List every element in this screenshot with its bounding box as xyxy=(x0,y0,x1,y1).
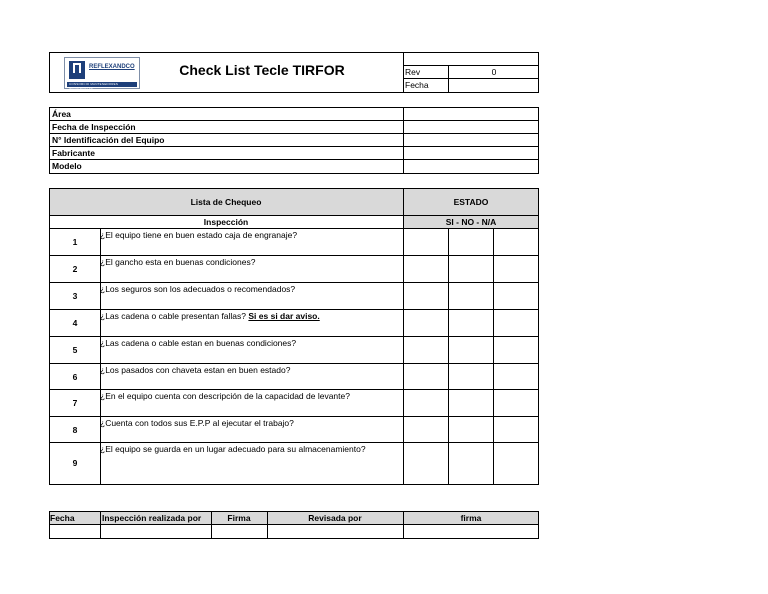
item-number: 1 xyxy=(72,237,78,247)
item-number: 2 xyxy=(72,264,78,274)
divider xyxy=(49,336,539,337)
item-number: 9 xyxy=(72,458,78,468)
inspeccion-label: Inspección xyxy=(203,217,249,227)
field-area-label: Área xyxy=(52,109,71,119)
divider xyxy=(49,524,539,525)
item-number: 5 xyxy=(72,345,78,355)
item-question xyxy=(100,311,402,321)
divider xyxy=(100,511,101,539)
estado-label: ESTADO xyxy=(453,197,489,207)
divider xyxy=(49,146,539,147)
field-id-equipo-label: N° Identificación del Equipo xyxy=(52,135,165,145)
item-question: ¿Cuenta con todos sus E.P.P al ejecutar el trabajo? xyxy=(100,418,294,428)
footer-revisada: Revisada por xyxy=(308,513,362,523)
item-question-emphasis: Si es si dar aviso. xyxy=(248,311,320,321)
rev-label: Rev xyxy=(405,67,421,77)
divider xyxy=(448,228,449,485)
divider xyxy=(403,78,539,79)
item-question: ¿En el equipo cuenta con descripción de la capacidad de levante? xyxy=(100,391,350,401)
divider xyxy=(493,228,494,485)
logo-mark-icon xyxy=(69,61,85,79)
field-fecha-inspeccion-label: Fecha de Inspección xyxy=(52,122,136,132)
footer-firma: Firma xyxy=(227,513,251,523)
divider xyxy=(49,363,539,364)
footer-firma-2: firma xyxy=(460,513,482,523)
options-label: SI - NO - N/A xyxy=(445,217,497,227)
divider xyxy=(49,309,539,310)
logo-brand: REFLEXANDCO xyxy=(89,64,135,70)
divider xyxy=(49,389,539,390)
fecha-label: Fecha xyxy=(405,80,429,90)
divider xyxy=(403,107,404,174)
item-number: 3 xyxy=(72,291,78,301)
item-number: 4 xyxy=(72,318,78,328)
footer-realizada: Inspección realizada por xyxy=(102,513,202,523)
logo-strip xyxy=(67,82,137,91)
rev-value: 0 xyxy=(491,67,497,77)
divider xyxy=(49,416,539,417)
item-question: ¿El equipo tiene en buen estado caja de engranaje? xyxy=(100,230,298,240)
item-question: ¿Las cadena o cable estan en buenas condiciones? xyxy=(100,338,297,348)
logo-strip-text: CONSORCIO MANTENEDORES INDUSTRIALES xyxy=(69,82,119,91)
item-number: 8 xyxy=(72,425,78,435)
page-title: Check List Tecle TIRFOR xyxy=(179,62,345,78)
item-question-text: ¿Las cadena o cable presentan fallas? xyxy=(100,311,247,321)
divider xyxy=(403,65,539,66)
divider xyxy=(49,120,539,121)
item-number: 6 xyxy=(72,372,78,382)
item-question: ¿El equipo se guarda en un lugar adecuado para su almacenamiento? xyxy=(100,444,366,454)
item-question: ¿Los pasados con chaveta estan en buen estado? xyxy=(100,365,291,375)
divider xyxy=(49,133,539,134)
divider xyxy=(49,255,539,256)
item-question: ¿El gancho esta en buenas condiciones? xyxy=(100,257,256,267)
checklist-title: Lista de Chequeo xyxy=(190,197,262,207)
field-fabricante-label: Fabricante xyxy=(52,148,95,158)
item-question: ¿Los seguros son los adecuados o recomendados? xyxy=(100,284,296,294)
field-modelo-label: Modelo xyxy=(52,161,82,171)
divider xyxy=(49,159,539,160)
item-number: 7 xyxy=(72,398,78,408)
footer-fecha: Fecha xyxy=(50,513,75,523)
divider xyxy=(49,228,539,229)
divider xyxy=(49,215,539,216)
divider xyxy=(49,442,539,443)
company-logo xyxy=(64,57,140,89)
divider xyxy=(49,282,539,283)
divider xyxy=(403,52,404,93)
